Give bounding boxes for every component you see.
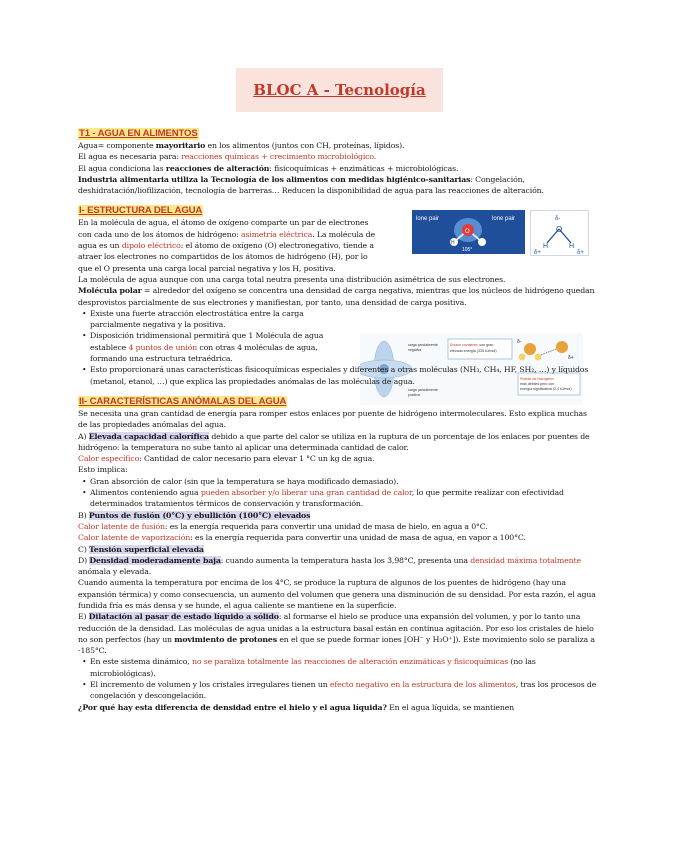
oxygen-label: O bbox=[465, 229, 470, 235]
lone-pair-left-label: lone pair bbox=[416, 216, 440, 222]
t1-l3-a: El agua condiciona las bbox=[78, 163, 166, 173]
anomalas-a-lbl: A) bbox=[78, 431, 89, 441]
estructura-p1-start bbox=[78, 217, 378, 273]
estructura-p1-d: dipolo eléctrico bbox=[121, 241, 181, 251]
covalent-bond-desc: con gran bbox=[478, 343, 494, 347]
anomalas-c-lbl: C) bbox=[78, 544, 90, 554]
anomalas-a-bullets bbox=[78, 476, 598, 510]
t1-l3-c: : fisicoquímicas + enzimáticas + microbiológicas. bbox=[269, 163, 459, 173]
dipole-h1-label: H bbox=[543, 243, 549, 250]
anomalas-a-bullet-1: • Gran absorción de calor (sin que la temperatura se haya modificado demasiado). bbox=[90, 476, 598, 487]
t1-line-1 bbox=[78, 140, 598, 151]
anomalas-p1: Se necesita una gran cantidad de energía para romper estos enlaces por puente de hidrógeno intermoleculares. Esto explica muchas de las propiedades anómalas del agua. bbox=[78, 408, 587, 430]
anomalas-d-hl: Densidad moderadamente baja bbox=[89, 555, 221, 565]
dipole-delta-minus: δ- bbox=[555, 216, 561, 222]
anomalas-e-bullet-2 bbox=[90, 679, 598, 702]
t1-line-3 bbox=[78, 163, 598, 174]
t1-l2-b: reacciones químicas + crecimiento microbiológico. bbox=[181, 152, 377, 162]
estructura-bullet-2 bbox=[90, 330, 352, 364]
page-title bbox=[253, 81, 425, 99]
partial-positive-label-1: carga parcialmente bbox=[408, 388, 438, 392]
dipole-oxygen-label: O bbox=[556, 225, 563, 234]
partial-negative-label-2: negativa bbox=[408, 348, 422, 352]
anomalas-ce-b: : Cantidad de calor necesario para elevar 1 °C un kg de agua. bbox=[139, 454, 375, 464]
anomalas-e-bullet-1 bbox=[90, 656, 598, 679]
dipole-delta-plus-1: δ+ bbox=[534, 250, 541, 255]
estructura-p3-b: = alrededor del oxígeno se concentra una densidad de carga negativa, mientras que los núcleos de hidrógeno quedan desprovistos parcialmente de sus electrones y manifiestan, por tanto, una densidad de carga positiva. bbox=[78, 286, 595, 307]
anomalas-d-b: densidad máxima totalmente bbox=[470, 555, 581, 565]
anomalas-a-hl: Elevada capacidad calorífica bbox=[88, 431, 209, 441]
partial-positive-label-2: positiva bbox=[408, 393, 420, 397]
t1-l4-a: Industria alimentaria utiliza la Tecnología de los alimentos con medidas higiénico-sanitarias bbox=[78, 174, 471, 184]
lone-pair-right-label: lone pair bbox=[492, 216, 516, 222]
t1-l2-a: El agua es necesaria para: bbox=[78, 152, 182, 162]
hbond-energy: energía significativa (2.4 kJ/mol) bbox=[520, 387, 572, 391]
anomalas-q-b: En el agua líquida, se mantienen bbox=[386, 702, 515, 712]
anomalas-q-a: ¿Por qué hay esta diferencia de densidad entre el hielo y el agua líquida? bbox=[78, 702, 387, 712]
hbond-delta-minus: δ- bbox=[517, 339, 522, 345]
anomalas-d-lbl: D) bbox=[78, 555, 90, 565]
bond-angle-label: 105° bbox=[462, 247, 473, 253]
anomalas-c bbox=[78, 544, 598, 555]
anomalas-latente-fusion bbox=[78, 521, 598, 532]
anomalas-b bbox=[78, 510, 598, 521]
section-heading-t1: T1 - AGUA EN ALIMENTOS bbox=[79, 128, 198, 139]
anomalas-d-c: anómala y elevada. bbox=[78, 567, 152, 577]
anomalas-d-a: : cuando aumenta la temperatura hasta los 3,98°C, presenta una bbox=[220, 555, 471, 565]
estructura-p1-a: En la molécula de agua, el átomo de oxígeno comparte un par de electrones con cada uno de los átomos de hidrógeno: bbox=[78, 218, 369, 239]
anomalas-eb1-c: (no las microbiológicas). bbox=[90, 657, 536, 678]
t1-l1-c: en los alimentos (juntos con CH, proteínas, lípidos). bbox=[205, 141, 405, 150]
document-body bbox=[78, 128, 598, 713]
hbond-label: Puente de hidrógeno: bbox=[520, 377, 555, 381]
anomalas-e-a: : al formarse el hielo se produce una expansión del volumen, y por lo tanto una reducción de la densidad. Las moléculas de agua unidas a la estructura basal están en continua agitación. Por eso los cristales de hielo no son perfectos (hay un bbox=[78, 612, 594, 644]
anomalas-a-bullet-2 bbox=[90, 487, 598, 510]
covalent-bond-label: Enlace covalente: bbox=[450, 343, 479, 347]
t1-line-2 bbox=[78, 151, 598, 162]
partial-negative-label-1: carga parcialmente bbox=[408, 343, 438, 347]
anomalas-lv-a: Calor latente de vaporización bbox=[78, 533, 191, 543]
anomalas-a bbox=[78, 431, 598, 454]
estructura-bullet-3: • Esto proporcionará unas características fisicoquímicas especiales y diferentes a otras moléculas (NH₃, CH₄, HF, SH₂, …) y líquidos (metanol, etanol, …) que explica las propiedades anómalas de las moléculas de agua. bbox=[90, 364, 598, 387]
anomalas-b-lbl: B) bbox=[78, 510, 89, 520]
anomalas-eb2-c: , tras los procesos de congelación y descongelación. bbox=[90, 680, 597, 701]
anomalas-eb1-b: no se paraliza totalmente las reacciones de alteración enzimáticas y fisicoquímicas bbox=[191, 657, 509, 667]
anomalas-lf-b: : es la energía requerida para convertir una unidad de masa de hielo, en agua a 0°C. bbox=[164, 521, 488, 531]
anomalas-eb2-a: El incremento de volumen y los cristales irregulares tienen un bbox=[90, 680, 330, 690]
anomalas-eb2-b: efecto negativo en la estructura de los alimentos bbox=[329, 680, 516, 690]
anomalas-c-hl: Tensión superficial elevada bbox=[89, 544, 204, 554]
section-heading-estructura: I- ESTRUCTURA DEL AGUA bbox=[79, 205, 203, 217]
anomalas-latente-vaporizacion bbox=[78, 532, 598, 543]
dipole-delta-plus-2: δ+ bbox=[577, 250, 584, 255]
anomalas-e-bullets bbox=[78, 656, 598, 701]
estructura-b2-a: Disposición tridimensional permitirá que 1 Molécula de agua establece bbox=[90, 331, 324, 352]
estructura-b2-c: con otras 4 moléculas de agua, formando una estructura tetraédrica. bbox=[90, 342, 318, 364]
anomalas-e-b: movimiento de protones bbox=[174, 634, 277, 644]
anomalas-e-hl: Dilatación al pasar de estado líquido a sólido bbox=[88, 612, 279, 622]
estructura-bullets bbox=[78, 308, 598, 387]
anomalas-d-paragraph: Cuando aumenta la temperatura por encima de los 4°C, se produce la ruptura de algunos de los puentes de hidrógeno (hay una expansión térmica) y como consecuencia, un aumento del volumen que genera una disminución de su densidad. Por esta razón, el agua fundida fría es más densa y se hunde, el agua caliente se mantiene en la superficie. bbox=[78, 578, 596, 610]
estructura-p3 bbox=[78, 285, 598, 308]
anomalas-b-hl: Puntos de fusión (0°C) y ebullición (100°C) elevados bbox=[88, 510, 311, 520]
t1-l1-b: mayoritario bbox=[155, 141, 206, 150]
section-heading-anomalas: II- CARACTERÍSTICAS ANÓMALAS DEL AGUA bbox=[79, 395, 287, 407]
covalent-bond-energy: elevada energía (335 kJ/mol) bbox=[450, 349, 497, 353]
estructura-bullet-1: • Existe una fuerte atracción electrostática entre la carga parcialmente negativa y la positiva. bbox=[90, 308, 352, 331]
estructura-b2-b: 4 puntos de unión bbox=[128, 342, 198, 352]
anomalas-eb1-a: En este sistema dinámico, bbox=[90, 657, 192, 667]
anomalas-lv-b: : es la energía requerida para convertir una unidad de masa de agua, en vapor a 100°C. bbox=[190, 533, 526, 543]
anomalas-a-rest: debido a que parte del calor se utiliza en la ruptura de un porcentaje de los enlaces por puentes de hidrógeno: la temperatura no sube tanto al aplicar una determinada cantidad de calor. bbox=[78, 431, 590, 452]
anomalas-e-c: en el que se puede formar iones [OH⁻ y H₃O⁺]). Este movimiento solo se paraliza a -185°C. bbox=[78, 634, 595, 656]
estructura-p1-e: : el átomo de oxígeno (O) electronegativo, tiende a atraer los electrones no compartidos de los átomos de hidrógeno (H), por lo que el O presenta una carga local parcial negativa y los H, positiva. bbox=[78, 241, 374, 273]
anomalas-d bbox=[78, 555, 598, 578]
title-box bbox=[236, 68, 443, 112]
t1-l3-b: reacciones de alteración bbox=[165, 163, 270, 173]
title-prefix: BLOC A bbox=[253, 81, 319, 99]
estructura-p3-a: Molécula polar bbox=[78, 286, 142, 296]
estructura-p1-c: . La molécula de agua es un bbox=[78, 229, 375, 251]
hbond-delta-plus: δ+ bbox=[568, 355, 574, 361]
anomalas-implica: Esto implica: bbox=[78, 465, 128, 475]
estructura-p2: La molécula de agua aunque con una carga total neutra presenta una distribución asimétrica de sus electrones. bbox=[78, 274, 506, 284]
anomalas-e bbox=[78, 611, 598, 656]
estructura-p1-b: asimetría eléctrica bbox=[241, 229, 313, 239]
title-rest: - Tecnología bbox=[318, 81, 426, 99]
anomalas-ab2-b: pueden absorber y/o liberar una gran cantidad de calor bbox=[200, 488, 412, 498]
hydrogen-label: H bbox=[451, 240, 455, 246]
anomalas-question bbox=[78, 702, 598, 713]
anomalas-calor-especifico bbox=[78, 453, 598, 464]
t1-line-4 bbox=[78, 174, 598, 197]
anomalas-ce-a: Calor específico bbox=[78, 454, 140, 464]
dipole-h2-label: H bbox=[569, 243, 575, 250]
t1-l1-a: Agua= componente bbox=[78, 141, 156, 150]
anomalas-lf-a: Calor latente de fusión bbox=[78, 521, 165, 531]
t1-l4-b: : Congelación, deshidratación/liofilización, tecnología de barreras… Reducen la disponibilidad de agua para las reacciones de alteración. bbox=[78, 174, 544, 196]
hbond-desc: más débiles pero con bbox=[520, 382, 555, 386]
anomalas-e-lbl: E) bbox=[78, 612, 89, 622]
anomalas-ab2-a: Alimentos conteniendo agua bbox=[90, 488, 201, 498]
anomalas-ab2-c: , lo que permite realizar con efectividad determinados tratamientos térmicos de conservación y transformación. bbox=[90, 488, 564, 509]
